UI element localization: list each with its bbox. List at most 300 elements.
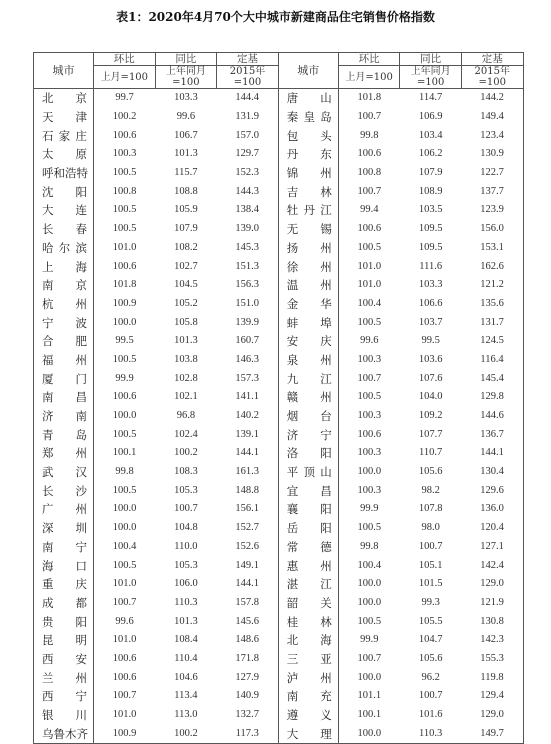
- city-name-cell: 赣 州: [278, 388, 338, 407]
- mom-value-cell: 100.3: [112, 148, 137, 160]
- city-name-cell: 南 昌: [34, 388, 94, 407]
- fixed-value-cell: 136.7: [461, 425, 523, 444]
- fixed-value-cell: 144.1: [217, 575, 279, 594]
- yoy-value-cell: 105.2: [174, 297, 198, 309]
- yoy-base-note: 上年同月=100: [400, 66, 462, 89]
- table-row: [34, 351, 524, 370]
- mom-value-cell: 100.5: [112, 204, 137, 216]
- mom-base-note: 上月=100: [338, 66, 400, 89]
- fixed-value-cell: 142.3: [461, 631, 523, 650]
- table-row: [34, 201, 524, 220]
- table-row: [34, 668, 524, 687]
- city-name-cell: 海 口: [34, 556, 94, 575]
- mom-value-cell: 101.0: [112, 634, 137, 646]
- yoy-value-cell: 96.8: [176, 410, 196, 422]
- mom-value-cell: 100.3: [357, 447, 382, 459]
- yoy-value-cell: 103.3: [174, 92, 198, 104]
- fixed-value-cell: 129.7: [217, 145, 279, 164]
- yoy-value-cell: 100.2: [155, 724, 217, 743]
- mom-value-cell: 100.8: [112, 185, 137, 197]
- yoy-value-cell: 107.9: [418, 167, 443, 179]
- city-name-cell: 泉 州: [278, 351, 338, 370]
- city-name-cell: 郑 州: [34, 444, 94, 463]
- table-row: [34, 164, 524, 183]
- fixed-value-cell: 140.2: [217, 407, 279, 426]
- yoy-value-cell: 110.7: [419, 447, 443, 459]
- mom-value-cell: 100.7: [357, 372, 382, 384]
- city-name-cell: 吉 林: [278, 182, 338, 201]
- city-name-cell: 昆 明: [34, 631, 94, 650]
- fixed-value-cell: 130.9: [461, 145, 523, 164]
- city-name-cell: 唐 山: [278, 89, 338, 108]
- mom-value-cell: 100.0: [112, 522, 137, 534]
- yoy-value-cell: 101.5: [418, 578, 443, 590]
- city-name-cell: 济 南: [34, 407, 94, 426]
- city-name-cell: 温 州: [278, 276, 338, 295]
- fixed-column-header: 定基: [217, 53, 279, 66]
- mom-value-cell: 100.1: [357, 709, 382, 721]
- mom-value-cell: 100.0: [112, 410, 137, 422]
- mom-value-cell: 100.4: [357, 297, 382, 309]
- fixed-value-cell: 116.4: [461, 351, 523, 370]
- city-name-cell: 重 庆: [34, 575, 94, 594]
- city-name-cell: 青 岛: [34, 425, 94, 444]
- fixed-value-cell: 131.7: [461, 313, 523, 332]
- yoy-value-cell: 107.8: [418, 503, 443, 515]
- yoy-value-cell: 113.4: [174, 690, 198, 702]
- fixed-value-cell: 152.6: [217, 538, 279, 557]
- yoy-value-cell: 98.0: [421, 522, 440, 534]
- fixed-value-cell: 132.7: [217, 706, 279, 725]
- mom-value-cell: 101.0: [357, 279, 382, 291]
- yoy-value-cell: 109.5: [418, 241, 443, 253]
- city-name-cell: 大 连: [34, 201, 94, 220]
- city-name-cell: 安 庆: [278, 332, 338, 351]
- fixed-value-cell: 139.9: [217, 313, 279, 332]
- mom-value-cell: 100.3: [357, 484, 382, 496]
- city-name-cell: 秦皇岛: [278, 108, 338, 127]
- city-name-cell: 太 原: [34, 145, 94, 164]
- table-row: [34, 631, 524, 650]
- table-row: [34, 332, 524, 351]
- fixed-value-cell: 145.6: [217, 612, 279, 631]
- yoy-value-cell: 106.7: [174, 129, 198, 141]
- fixed-value-cell: 146.3: [217, 351, 279, 370]
- yoy-value-cell: 105.3: [174, 559, 198, 571]
- city-name-cell: 合 肥: [34, 332, 94, 351]
- yoy-value-cell: 106.9: [418, 111, 443, 123]
- fixed-value-cell: 129.6: [461, 481, 523, 500]
- mom-value-cell: 99.9: [360, 634, 379, 646]
- city-name-cell: 西 安: [34, 650, 94, 669]
- yoy-value-cell: 114.7: [419, 92, 443, 104]
- city-name-cell: 北 海: [278, 631, 338, 650]
- table-row: [34, 407, 524, 426]
- mom-value-cell: 99.9: [360, 503, 379, 515]
- mom-value-cell: 100.6: [112, 260, 137, 272]
- mom-value-cell: 99.7: [115, 92, 134, 104]
- fixed-value-cell: 140.9: [217, 687, 279, 706]
- city-name-cell: 宁 波: [34, 313, 94, 332]
- fixed-value-cell: 127.1: [461, 538, 523, 557]
- yoy-value-cell: 105.1: [418, 559, 443, 571]
- mom-value-cell: 100.0: [357, 578, 382, 590]
- table-row: [34, 594, 524, 613]
- table-row: [34, 575, 524, 594]
- mom-value-cell: 100.1: [112, 447, 137, 459]
- city-name-cell: 上 海: [34, 257, 94, 276]
- mom-value-cell: 101.8: [357, 92, 382, 104]
- yoy-value-cell: 96.2: [421, 671, 440, 683]
- fixed-value-cell: 148.8: [217, 481, 279, 500]
- fixed-value-cell: 157.3: [217, 369, 279, 388]
- table-row: [34, 369, 524, 388]
- fixed-value-cell: 136.0: [461, 500, 523, 519]
- city-name-cell: 徐 州: [278, 257, 338, 276]
- yoy-value-cell: 110.4: [174, 652, 198, 664]
- city-name-cell: 乌鲁木齐: [34, 724, 94, 743]
- yoy-value-cell: 105.6: [418, 466, 443, 478]
- fixed-value-cell: 161.3: [217, 463, 279, 482]
- mom-value-cell: 100.8: [357, 167, 382, 179]
- fixed-value-cell: 141.1: [217, 388, 279, 407]
- fixed-value-cell: 152.3: [217, 164, 279, 183]
- mom-value-cell: 100.2: [112, 111, 137, 123]
- mom-value-cell: 99.8: [360, 540, 379, 552]
- fixed-base-note: 2015年=100: [217, 66, 279, 89]
- yoy-value-cell: 111.6: [419, 260, 443, 272]
- mom-value-cell: 100.6: [112, 391, 137, 403]
- fixed-value-cell: 123.4: [461, 126, 523, 145]
- mom-value-cell: 100.7: [112, 690, 137, 702]
- yoy-value-cell: 115.7: [174, 167, 198, 179]
- fixed-value-cell: 121.2: [461, 276, 523, 295]
- mom-value-cell: 101.0: [112, 709, 137, 721]
- fixed-value-cell: 139.0: [217, 220, 279, 239]
- fixed-base-note: 2015年=100: [461, 66, 523, 89]
- city-column-header: 城市: [278, 53, 338, 89]
- city-name-cell: 遵 义: [278, 706, 338, 725]
- yoy-value-cell: 105.3: [174, 484, 198, 496]
- mom-value-cell: 100.5: [112, 167, 137, 179]
- fixed-value-cell: 129.8: [461, 388, 523, 407]
- yoy-value-cell: 105.8: [174, 316, 198, 328]
- fixed-value-cell: 119.8: [461, 668, 523, 687]
- fixed-value-cell: 137.7: [461, 182, 523, 201]
- city-name-cell: 烟 台: [278, 407, 338, 426]
- fixed-value-cell: 149.4: [461, 108, 523, 127]
- city-name-cell: 丹 东: [278, 145, 338, 164]
- city-name-cell: 南 宁: [34, 538, 94, 557]
- fixed-value-cell: 129.4: [461, 687, 523, 706]
- fixed-value-cell: 145.3: [217, 239, 279, 258]
- city-name-cell: 韶 关: [278, 594, 338, 613]
- fixed-value-cell: 123.9: [461, 201, 523, 220]
- mom-value-cell: 99.5: [115, 335, 134, 347]
- city-name-cell: 银 川: [34, 706, 94, 725]
- city-name-cell: 呼和浩特: [34, 164, 94, 183]
- fixed-value-cell: 138.4: [217, 201, 279, 220]
- fixed-value-cell: 156.3: [217, 276, 279, 295]
- city-name-cell: 锦 州: [278, 164, 338, 183]
- fixed-value-cell: 122.7: [461, 164, 523, 183]
- mom-value-cell: 101.0: [112, 578, 137, 590]
- table-row: [34, 556, 524, 575]
- mom-value-cell: 99.9: [115, 372, 134, 384]
- table-row: [34, 313, 524, 332]
- fixed-value-cell: 144.4: [217, 89, 279, 108]
- yoy-value-cell: 102.4: [174, 428, 198, 440]
- fixed-value-cell: 153.1: [461, 239, 523, 258]
- city-name-cell: 北 京: [34, 89, 94, 108]
- fixed-value-cell: 162.6: [461, 257, 523, 276]
- mom-value-cell: 99.4: [360, 204, 379, 216]
- table-row: [34, 182, 524, 201]
- yoy-value-cell: 104.8: [174, 522, 198, 534]
- mom-value-cell: 100.0: [338, 724, 400, 743]
- fixed-value-cell: 144.3: [217, 182, 279, 201]
- table-row: [34, 650, 524, 669]
- fixed-value-cell: 156.0: [461, 220, 523, 239]
- city-name-cell: 长 春: [34, 220, 94, 239]
- mom-value-cell: 100.0: [357, 466, 382, 478]
- fixed-value-cell: 145.4: [461, 369, 523, 388]
- fixed-value-cell: 156.1: [217, 500, 279, 519]
- table-row: [34, 257, 524, 276]
- city-name-cell: 大 理: [278, 724, 338, 743]
- fixed-value-cell: 151.3: [217, 257, 279, 276]
- city-name-cell: 扬 州: [278, 239, 338, 258]
- yoy-value-cell: 102.1: [174, 391, 198, 403]
- yoy-base-note: 上年同月=100: [155, 66, 217, 89]
- mom-value-cell: 100.4: [112, 540, 137, 552]
- fixed-value-cell: 144.6: [461, 407, 523, 426]
- yoy-value-cell: 102.7: [174, 260, 198, 272]
- mom-value-cell: 100.7: [357, 111, 382, 123]
- yoy-value-cell: 106.6: [418, 297, 443, 309]
- city-name-cell: 长 沙: [34, 481, 94, 500]
- yoy-value-cell: 99.6: [176, 111, 196, 123]
- mom-value-cell: 100.5: [357, 316, 382, 328]
- yoy-value-cell: 104.5: [174, 279, 198, 291]
- yoy-value-cell: 104.7: [418, 634, 443, 646]
- yoy-value-cell: 99.3: [421, 596, 440, 608]
- city-name-cell: 哈尔滨: [34, 239, 94, 258]
- fixed-column-header: 定基: [461, 53, 523, 66]
- table-row: [34, 295, 524, 314]
- city-name-cell: 蚌 埠: [278, 313, 338, 332]
- mom-value-cell: 99.8: [360, 129, 379, 141]
- table-row: [34, 444, 524, 463]
- fixed-value-cell: 129.0: [461, 575, 523, 594]
- table-row: [34, 687, 524, 706]
- yoy-value-cell: 106.0: [174, 578, 198, 590]
- mom-value-cell: 101.1: [357, 690, 382, 702]
- mom-value-cell: 100.5: [112, 484, 137, 496]
- table-row: [34, 108, 524, 127]
- mom-value-cell: 100.3: [357, 353, 382, 365]
- yoy-value-cell: 101.3: [174, 148, 198, 160]
- table-row: [34, 388, 524, 407]
- mom-value-cell: 100.0: [357, 671, 382, 683]
- yoy-value-cell: 113.0: [174, 709, 198, 721]
- mom-value-cell: 100.6: [357, 148, 382, 160]
- mom-value-cell: 100.9: [112, 297, 137, 309]
- yoy-value-cell: 100.7: [418, 540, 443, 552]
- mom-value-cell: 100.5: [112, 223, 137, 235]
- yoy-value-cell: 109.5: [418, 223, 443, 235]
- fixed-value-cell: 144.2: [461, 89, 523, 108]
- yoy-value-cell: 107.9: [174, 223, 198, 235]
- yoy-value-cell: 103.6: [418, 353, 443, 365]
- mom-value-cell: 100.6: [112, 652, 137, 664]
- mom-column-header: 环比: [94, 53, 156, 66]
- yoy-value-cell: 108.4: [174, 634, 198, 646]
- city-name-cell: 九 江: [278, 369, 338, 388]
- table-row: [34, 724, 524, 743]
- fixed-value-cell: 135.6: [461, 295, 523, 314]
- mom-value-cell: 100.0: [112, 316, 137, 328]
- yoy-value-cell: 102.8: [174, 372, 198, 384]
- fixed-value-cell: 142.4: [461, 556, 523, 575]
- mom-value-cell: 100.6: [357, 428, 382, 440]
- mom-value-cell: 100.5: [357, 391, 382, 403]
- fixed-value-cell: 152.7: [217, 519, 279, 538]
- table-row: [34, 463, 524, 482]
- city-name-cell: 福 州: [34, 351, 94, 370]
- mom-value-cell: 100.0: [357, 596, 382, 608]
- city-column-header: 城市: [34, 53, 94, 89]
- table-row: [34, 220, 524, 239]
- yoy-value-cell: 100.7: [174, 503, 198, 515]
- yoy-value-cell: 103.7: [418, 316, 443, 328]
- yoy-value-cell: 101.6: [418, 709, 443, 721]
- yoy-column-header: 同比: [155, 53, 217, 66]
- mom-value-cell: 100.0: [112, 503, 137, 515]
- city-name-cell: 南 京: [34, 276, 94, 295]
- yoy-value-cell: 109.2: [418, 410, 443, 422]
- city-name-cell: 牡丹江: [278, 201, 338, 220]
- city-name-cell: 沈 阳: [34, 182, 94, 201]
- yoy-value-cell: 104.6: [174, 671, 198, 683]
- table-row: [34, 538, 524, 557]
- city-name-cell: 石家庄: [34, 126, 94, 145]
- fixed-value-cell: 144.1: [461, 444, 523, 463]
- yoy-value-cell: 98.2: [421, 484, 440, 496]
- city-name-cell: 厦 门: [34, 369, 94, 388]
- table-row: [34, 89, 524, 108]
- table-row: [34, 126, 524, 145]
- mom-value-cell: 100.5: [112, 353, 137, 365]
- yoy-value-cell: 105.9: [174, 204, 198, 216]
- yoy-value-cell: 100.2: [174, 447, 198, 459]
- yoy-value-cell: 99.5: [421, 335, 440, 347]
- mom-value-cell: 100.7: [357, 185, 382, 197]
- yoy-value-cell: 100.7: [418, 690, 443, 702]
- yoy-value-cell: 101.3: [174, 335, 198, 347]
- mom-base-note: 上月=100: [94, 66, 156, 89]
- yoy-value-cell: 103.3: [418, 279, 443, 291]
- fixed-value-cell: 139.1: [217, 425, 279, 444]
- yoy-value-cell: 110.0: [174, 540, 198, 552]
- city-name-cell: 金 华: [278, 295, 338, 314]
- yoy-column-header: 同比: [400, 53, 462, 66]
- fixed-value-cell: 148.6: [217, 631, 279, 650]
- mom-value-cell: 100.5: [357, 615, 382, 627]
- fixed-value-cell: 127.9: [217, 668, 279, 687]
- city-name-cell: 南 充: [278, 687, 338, 706]
- yoy-value-cell: 105.6: [418, 652, 443, 664]
- city-name-cell: 兰 州: [34, 668, 94, 687]
- fixed-value-cell: 124.5: [461, 332, 523, 351]
- city-name-cell: 天 津: [34, 108, 94, 127]
- table-row: [34, 481, 524, 500]
- mom-value-cell: 100.5: [357, 522, 382, 534]
- fixed-value-cell: 149.1: [217, 556, 279, 575]
- city-name-cell: 平顶山: [278, 463, 338, 482]
- fixed-value-cell: 149.7: [461, 724, 523, 743]
- yoy-value-cell: 108.3: [174, 466, 198, 478]
- city-name-cell: 洛 阳: [278, 444, 338, 463]
- yoy-value-cell: 110.3: [400, 724, 462, 743]
- city-name-cell: 桂 林: [278, 612, 338, 631]
- city-name-cell: 成 都: [34, 594, 94, 613]
- fixed-value-cell: 160.7: [217, 332, 279, 351]
- yoy-value-cell: 106.2: [418, 148, 443, 160]
- city-name-cell: 惠 州: [278, 556, 338, 575]
- mom-value-cell: 99.8: [115, 466, 134, 478]
- city-name-cell: 包 头: [278, 126, 338, 145]
- city-name-cell: 广 州: [34, 500, 94, 519]
- fixed-value-cell: 155.3: [461, 650, 523, 669]
- yoy-value-cell: 110.3: [174, 596, 198, 608]
- mom-value-cell: 100.7: [112, 596, 137, 608]
- mom-value-cell: 101.0: [112, 241, 137, 253]
- mom-value-cell: 100.7: [357, 652, 382, 664]
- mom-value-cell: 99.6: [360, 335, 379, 347]
- city-name-cell: 泸 州: [278, 668, 338, 687]
- mom-value-cell: 100.4: [357, 559, 382, 571]
- fixed-value-cell: 129.0: [461, 706, 523, 725]
- yoy-value-cell: 108.8: [174, 185, 198, 197]
- yoy-value-cell: 108.9: [418, 185, 443, 197]
- table-row: [34, 145, 524, 164]
- fixed-value-cell: 131.9: [217, 108, 279, 127]
- mom-value-cell: 100.6: [112, 671, 137, 683]
- table-row: [34, 500, 524, 519]
- yoy-value-cell: 104.0: [418, 391, 443, 403]
- city-name-cell: 湛 江: [278, 575, 338, 594]
- yoy-value-cell: 107.7: [418, 428, 443, 440]
- city-name-cell: 常 德: [278, 538, 338, 557]
- fixed-value-cell: 120.4: [461, 519, 523, 538]
- city-name-cell: 深 圳: [34, 519, 94, 538]
- fixed-value-cell: 144.1: [217, 444, 279, 463]
- city-name-cell: 无 锡: [278, 220, 338, 239]
- table-row: [34, 519, 524, 538]
- table-row: [34, 239, 524, 258]
- city-name-cell: 贵 阳: [34, 612, 94, 631]
- yoy-value-cell: 108.2: [174, 241, 198, 253]
- mom-value-cell: 100.5: [112, 428, 137, 440]
- city-name-cell: 济 宁: [278, 425, 338, 444]
- fixed-value-cell: 130.4: [461, 463, 523, 482]
- table-row: [34, 706, 524, 725]
- yoy-value-cell: 103.4: [418, 129, 443, 141]
- city-name-cell: 杭 州: [34, 295, 94, 314]
- yoy-value-cell: 103.5: [418, 204, 443, 216]
- fixed-value-cell: 151.0: [217, 295, 279, 314]
